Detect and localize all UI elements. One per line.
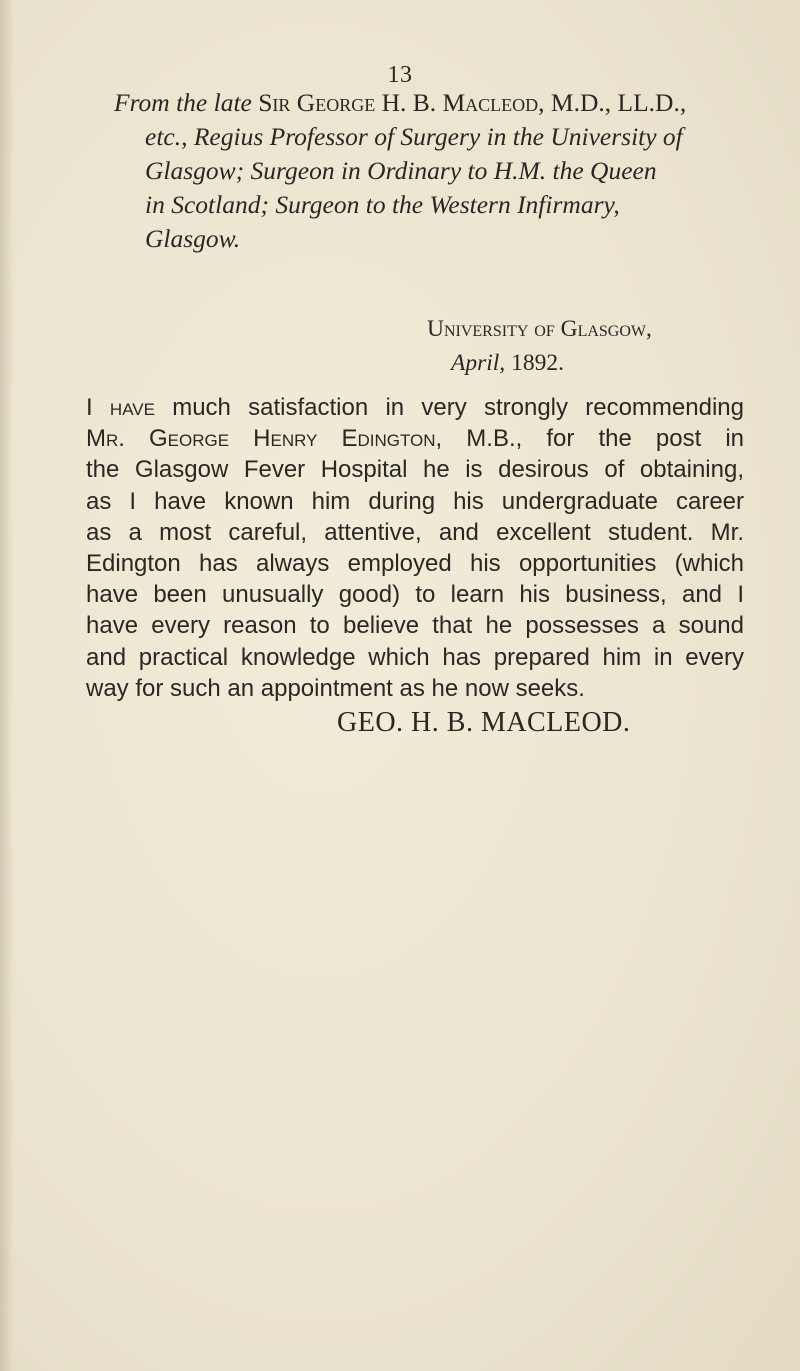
letter-line-5: as a most careful, attentive, and excellent student. Mr. (86, 518, 744, 546)
letter-line-9: and practical knowledge which has prepared him in every (86, 643, 744, 671)
letter-line-2 (86, 423, 744, 454)
attribution-degrees: M.D., LL.D., (544, 88, 687, 117)
page-number: 13 (387, 62, 413, 88)
letter-body (86, 392, 744, 704)
attribution-line-3: Glasgow; Surgeon in Ordinary to H.M. the Queen (145, 156, 657, 185)
attribution-name: Sir George H. B. Macleod, (258, 88, 545, 117)
letter-line-7: have been unusually good) to learn his business, and I (86, 581, 744, 609)
letter-line-6: Edington has always employed his opportunities (which (86, 550, 744, 578)
attribution-line-2: etc., Regius Professor of Surgery in the University of (145, 122, 683, 151)
letter-line-1 (86, 392, 744, 423)
letter-line-1-sc: have (109, 394, 155, 421)
letter-line-1-lead: I (86, 394, 110, 421)
letter-line-2-rest: M.B., for the post in (442, 425, 744, 453)
letter-line-8: have every reason to believe that he possesses a sound (86, 612, 744, 640)
dateline-month: April, (451, 350, 506, 376)
dateline (427, 312, 652, 380)
attribution-line-1 (114, 86, 754, 120)
signature: GEO. H. B. MACLEOD. (337, 707, 631, 738)
dateline-place: University of Glasgow, (427, 316, 652, 342)
letter-line-2-name: Mr. George Henry Edington, (86, 425, 443, 453)
letter-line-3: the Glasgow Fever Hospital he is desirous of obtaining, (86, 456, 744, 484)
attribution-from: From the late (114, 88, 259, 117)
letter-line-1-rest: much satisfaction in very strongly recommending (154, 394, 744, 421)
attribution-block (114, 86, 754, 256)
page-edge-shadow (0, 0, 14, 1371)
dateline-date (427, 346, 652, 380)
attribution-line-4: in Scotland; Surgeon to the Western Infirmary, (145, 190, 620, 219)
letter-line-4: as I have known him during his undergraduate career (86, 487, 744, 515)
dateline-year: 1892. (505, 350, 564, 376)
letter-line-10: way for such an appointment as he now seeks. (86, 674, 585, 702)
attribution-line-5: Glasgow. (145, 224, 241, 253)
